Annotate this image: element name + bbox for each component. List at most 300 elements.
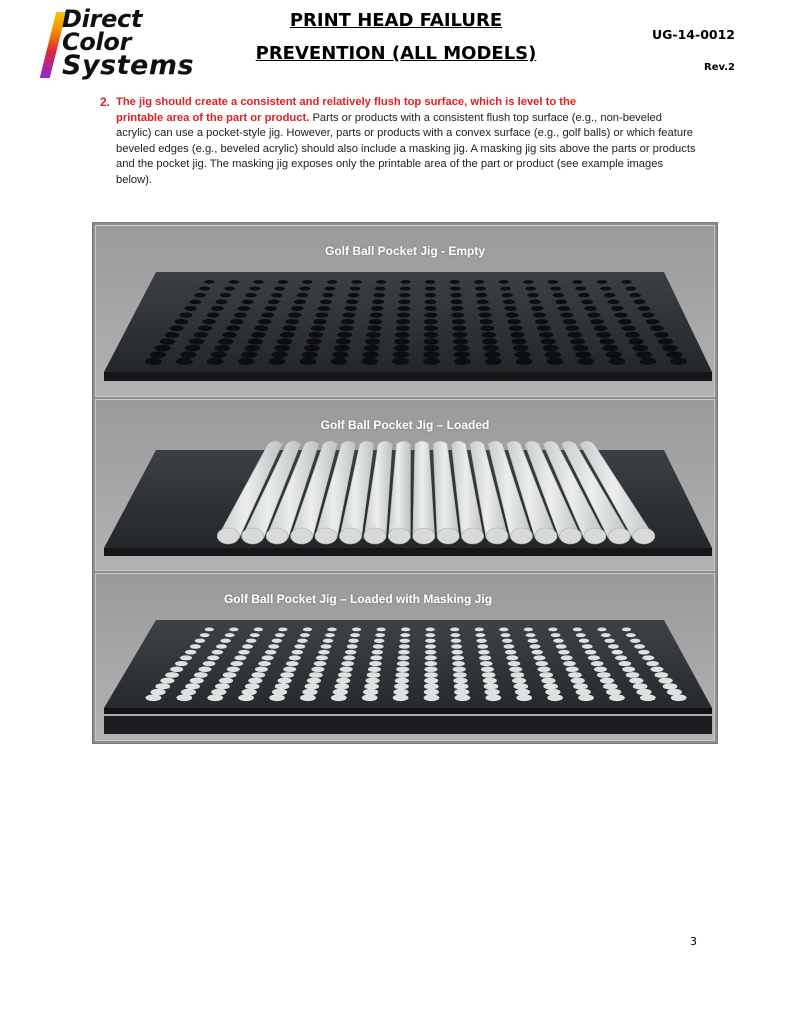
exposed-ball-dot xyxy=(369,661,382,666)
exposed-ball-dot xyxy=(604,639,614,643)
jig-hole xyxy=(424,338,439,344)
exposed-ball-dot xyxy=(588,655,600,660)
exposed-ball-dot xyxy=(352,628,361,632)
jig-hole xyxy=(568,332,583,338)
jig-hole xyxy=(306,338,321,344)
exposed-ball-dot xyxy=(576,689,591,695)
jig-hole xyxy=(570,338,585,344)
exposed-ball-dot xyxy=(636,689,651,695)
exposed-ball-dot xyxy=(503,644,514,648)
exposed-ball-dot xyxy=(195,639,205,643)
logo-wordmark xyxy=(62,5,195,81)
jig-hole xyxy=(654,332,669,338)
exposed-ball-dot xyxy=(484,683,499,689)
exposed-ball-dot xyxy=(475,633,485,637)
exposed-ball-dot xyxy=(638,650,649,655)
exposed-ball-dot xyxy=(481,667,494,672)
exposed-ball-dot xyxy=(250,633,260,637)
jig-hole xyxy=(611,306,623,311)
exposed-ball-dot xyxy=(280,672,294,678)
jig-hole xyxy=(575,287,586,291)
exposed-ball-dot xyxy=(327,628,336,632)
exposed-ball-dot xyxy=(343,655,355,660)
exposed-ball-dot xyxy=(424,672,438,678)
jig-hole xyxy=(658,338,673,344)
exposed-ball-dot xyxy=(548,628,557,632)
company-logo xyxy=(46,5,216,81)
exposed-ball-dot xyxy=(348,639,358,643)
exposed-ball-dot xyxy=(480,661,493,666)
exposed-ball-dot xyxy=(633,683,648,689)
exposed-ball-dot xyxy=(603,683,618,689)
pocket-jig-lower-plate xyxy=(104,716,712,734)
exposed-ball-dot xyxy=(227,667,240,672)
jig-hole xyxy=(367,325,381,331)
jig-hole xyxy=(516,358,533,365)
jig-hole xyxy=(638,306,650,311)
exposed-ball-dot xyxy=(283,667,296,672)
jig-hole xyxy=(322,293,333,297)
jig-hole xyxy=(274,345,290,352)
exposed-ball-dot xyxy=(558,650,569,655)
jig-hole xyxy=(474,280,484,284)
jig-hole xyxy=(558,306,570,311)
exposed-ball-dot xyxy=(579,639,589,643)
exposed-ball-dot xyxy=(252,672,266,678)
exposed-ball-dot xyxy=(654,672,668,678)
exposed-ball-dot xyxy=(275,633,285,637)
jig-hole xyxy=(424,325,438,331)
jig-hole xyxy=(423,351,439,358)
exposed-ball-dot xyxy=(262,655,274,660)
exposed-ball-dot xyxy=(499,628,508,632)
jig-hole xyxy=(548,280,558,284)
exposed-ball-dot xyxy=(512,678,526,684)
jig-hole xyxy=(304,345,320,352)
exposed-ball-dot xyxy=(345,650,356,655)
jig-hole xyxy=(332,351,348,358)
exposed-ball-dot xyxy=(594,667,607,672)
jig-hole xyxy=(450,287,461,291)
jig-hole xyxy=(507,319,521,324)
jig-hole xyxy=(560,312,573,317)
jig-hole xyxy=(215,345,231,352)
jig-hole xyxy=(238,306,250,311)
exposed-ball-dot xyxy=(231,661,244,666)
panel-caption-empty: Golf Ball Pocket Jig - Empty xyxy=(324,244,486,258)
golf-ball-front xyxy=(511,528,533,544)
section-heading-line2: printable area of the part or product. xyxy=(116,111,310,124)
exposed-ball-dot xyxy=(626,672,640,678)
jig-hole xyxy=(625,332,640,338)
jig-hole xyxy=(537,325,551,331)
jig-hole xyxy=(194,332,209,338)
exposed-ball-dot xyxy=(242,689,257,695)
exposed-ball-dot xyxy=(398,655,410,660)
section-heading-line1: The jig should create a consistent and relatively flush top surface, which is level to the xyxy=(116,96,577,108)
jig-hole xyxy=(527,293,538,297)
jig-hole xyxy=(607,300,619,305)
exposed-ball-dot xyxy=(370,655,382,660)
exposed-ball-dot xyxy=(453,678,467,684)
jig-hole xyxy=(476,293,487,297)
exposed-ball-dot xyxy=(551,633,561,637)
exposed-ball-dot xyxy=(511,672,525,678)
exposed-ball-dot xyxy=(212,650,223,655)
jig-hole xyxy=(230,319,244,324)
jig-hole xyxy=(634,300,646,305)
exposed-ball-dot xyxy=(272,639,282,643)
golf-ball-front xyxy=(462,528,484,544)
exposed-ball-dot xyxy=(425,644,436,648)
jig-hole xyxy=(596,332,611,338)
exposed-ball-dot xyxy=(399,644,410,648)
jig-hole xyxy=(423,345,439,352)
jig-hole xyxy=(363,351,379,358)
exposed-ball-dot xyxy=(526,633,536,637)
exposed-ball-dot xyxy=(246,639,256,643)
exposed-ball-dot xyxy=(194,672,208,678)
exposed-ball-dot xyxy=(659,678,673,684)
exposed-ball-dot xyxy=(307,678,321,684)
exposed-ball-dot xyxy=(333,689,348,695)
exposed-ball-dot xyxy=(367,672,381,678)
exposed-ball-dot xyxy=(667,689,682,695)
jig-hole xyxy=(581,300,593,305)
exposed-ball-dot xyxy=(272,689,287,695)
document-title-line1: PRINT HEAD FAILURE xyxy=(289,10,503,31)
exposed-ball-dot xyxy=(556,644,567,648)
jig-hole xyxy=(248,338,263,344)
jig-hole xyxy=(194,293,205,297)
jig-front-edge xyxy=(104,548,712,556)
exposed-ball-dot xyxy=(372,650,383,655)
jig-hole xyxy=(424,319,438,324)
jig-hole xyxy=(625,287,636,291)
jig-hole xyxy=(639,358,656,365)
exposed-ball-dot xyxy=(394,683,409,689)
jig-hole xyxy=(246,293,257,297)
jig-hole xyxy=(211,351,227,358)
exposed-ball-dot xyxy=(452,661,465,666)
jig-hole xyxy=(533,312,546,317)
jig-hole xyxy=(578,293,589,297)
exposed-ball-dot xyxy=(398,650,409,655)
jig-hole xyxy=(302,280,312,284)
exposed-ball-dot xyxy=(238,694,254,701)
jig-hole xyxy=(480,325,494,331)
golf-ball-front xyxy=(535,528,557,544)
golf-ball-front xyxy=(584,528,606,544)
jig-hole xyxy=(475,287,486,291)
jig-hole xyxy=(330,358,347,365)
jig-hole xyxy=(271,351,287,358)
exposed-ball-dot xyxy=(539,672,553,678)
exposed-ball-dot xyxy=(547,694,563,701)
exposed-ball-dot xyxy=(455,694,471,701)
jig-hole xyxy=(481,332,496,338)
exposed-ball-dot xyxy=(211,689,226,695)
jig-hole xyxy=(541,338,556,344)
exposed-ball-dot xyxy=(505,650,516,655)
exposed-ball-dot xyxy=(395,672,409,678)
exposed-ball-dot xyxy=(170,667,183,672)
jig-hole xyxy=(251,332,266,338)
exposed-ball-dot xyxy=(373,644,384,648)
exposed-ball-dot xyxy=(601,633,611,637)
jig-hole xyxy=(450,280,460,284)
exposed-ball-dot xyxy=(424,694,440,701)
jig-hole xyxy=(309,332,324,338)
jig-hole xyxy=(207,312,220,317)
exposed-ball-dot xyxy=(341,661,354,666)
exposed-ball-dot xyxy=(190,644,201,648)
jig-hole xyxy=(565,325,579,331)
jig-hole xyxy=(160,338,175,344)
jig-hole xyxy=(602,345,618,352)
jig-hole xyxy=(513,345,529,352)
jig-hole xyxy=(222,332,237,338)
exposed-ball-dot xyxy=(606,689,621,695)
exposed-ball-dot xyxy=(365,678,379,684)
exposed-ball-dot xyxy=(362,694,378,701)
exposed-ball-dot xyxy=(396,667,409,672)
jig-hole xyxy=(315,312,328,317)
jig-hole xyxy=(550,287,561,291)
jig-hole xyxy=(535,319,549,324)
exposed-ball-dot xyxy=(338,672,352,678)
jig-hole xyxy=(189,338,204,344)
jig-hole xyxy=(597,280,607,284)
exposed-ball-dot xyxy=(395,678,409,684)
jig-hole xyxy=(374,293,385,297)
exposed-ball-dot xyxy=(292,650,303,655)
exposed-ball-dot xyxy=(553,639,563,643)
jig-hole xyxy=(425,300,437,305)
exposed-ball-dot xyxy=(597,672,611,678)
jig-hole xyxy=(512,338,527,344)
jig-hole xyxy=(372,300,384,305)
jig-hole xyxy=(211,306,223,311)
golf-ball-front xyxy=(388,528,410,544)
jig-hole xyxy=(398,306,410,311)
jig-hole xyxy=(249,287,260,291)
jig-hole xyxy=(424,312,437,317)
jig-hole xyxy=(510,332,525,338)
jig-hole xyxy=(452,325,466,331)
exposed-ball-dot xyxy=(200,633,210,637)
golf-ball-front xyxy=(608,528,630,544)
exposed-ball-dot xyxy=(425,661,438,666)
jig-hole xyxy=(283,325,297,331)
jig-hole xyxy=(400,287,411,291)
exposed-ball-dot xyxy=(165,672,179,678)
jig-hole xyxy=(395,332,410,338)
exposed-ball-dot xyxy=(203,661,216,666)
exposed-ball-dot xyxy=(452,655,464,660)
jig-hole xyxy=(529,300,541,305)
exposed-ball-dot xyxy=(563,661,576,666)
jig-hole xyxy=(189,300,201,305)
jig-hole xyxy=(269,358,286,365)
jig-hole xyxy=(371,306,383,311)
exposed-ball-dot xyxy=(483,678,497,684)
golf-ball-front xyxy=(364,528,386,544)
golf-ball-front xyxy=(217,528,239,544)
exposed-ball-dot xyxy=(155,683,170,689)
exposed-ball-dot xyxy=(524,628,533,632)
exposed-ball-dot xyxy=(528,639,538,643)
exposed-ball-dot xyxy=(640,694,656,701)
exposed-ball-dot xyxy=(238,650,249,655)
jig-hole xyxy=(425,287,436,291)
exposed-ball-dot xyxy=(269,694,285,701)
exposed-ball-dot xyxy=(245,683,260,689)
jig-hole xyxy=(609,358,626,365)
jig-hole xyxy=(482,338,497,344)
exposed-ball-dot xyxy=(561,655,573,660)
jig-hole xyxy=(555,300,567,305)
jig-hole xyxy=(450,293,461,297)
exposed-ball-dot xyxy=(425,633,435,637)
exposed-ball-dot xyxy=(350,633,360,637)
exposed-ball-dot xyxy=(509,667,522,672)
panel-caption-masked: Golf Ball Pocket Jig – Loaded with Masking Jig xyxy=(223,592,493,606)
exposed-ball-dot xyxy=(278,678,292,684)
jig-hole xyxy=(503,300,515,305)
exposed-ball-dot xyxy=(248,678,262,684)
jig-hole xyxy=(294,300,306,305)
exposed-ball-dot xyxy=(400,633,410,637)
jig-hole xyxy=(547,358,564,365)
jig-hole xyxy=(185,345,201,352)
exposed-ball-dot xyxy=(424,683,439,689)
jig-hole xyxy=(207,358,224,365)
jig-hole xyxy=(479,312,492,317)
document-id: UG-14-0012 xyxy=(652,27,735,42)
logo-line-direct: Direct xyxy=(62,5,143,33)
exposed-ball-dot xyxy=(591,661,604,666)
exposed-ball-dot xyxy=(425,650,436,655)
exposed-ball-dot xyxy=(476,639,486,643)
logo-line-color: Color xyxy=(62,28,132,56)
exposed-ball-dot xyxy=(175,661,188,666)
jig-hole xyxy=(313,319,327,324)
jig-hole xyxy=(370,312,383,317)
jig-hole xyxy=(572,280,582,284)
jig-hole xyxy=(453,345,469,352)
exposed-ball-dot xyxy=(275,683,290,689)
jig-hole xyxy=(350,287,361,291)
jig-hole xyxy=(366,332,381,338)
exposed-ball-dot xyxy=(334,683,349,689)
jig-hole xyxy=(575,351,591,358)
exposed-ball-dot xyxy=(576,633,586,637)
jig-hole xyxy=(525,287,536,291)
exposed-ball-dot xyxy=(325,633,335,637)
golf-ball-front xyxy=(413,528,435,544)
jig-hole xyxy=(346,300,358,305)
exposed-ball-dot xyxy=(207,655,219,660)
jig-hole xyxy=(394,338,409,344)
jig-hole xyxy=(351,280,361,284)
jig-hole xyxy=(216,300,228,305)
jig-hole xyxy=(376,280,386,284)
jig-hole xyxy=(646,319,660,324)
jig-hole xyxy=(392,358,409,365)
exposed-ball-dot xyxy=(318,650,329,655)
exposed-ball-dot xyxy=(185,650,196,655)
exposed-ball-dot xyxy=(663,683,678,689)
jig-hole xyxy=(632,345,648,352)
jig-hole xyxy=(297,293,308,297)
jig-hole xyxy=(361,358,378,365)
exposed-ball-dot xyxy=(630,639,640,643)
section-paragraph xyxy=(100,95,698,188)
exposed-ball-dot xyxy=(454,689,469,695)
jig-hole xyxy=(302,351,318,358)
jig-hole xyxy=(480,319,494,324)
exposed-ball-dot xyxy=(425,655,437,660)
jig-hole xyxy=(452,319,466,324)
jig-hole xyxy=(320,300,332,305)
jig-hole xyxy=(500,287,511,291)
golf-ball-front xyxy=(266,528,288,544)
exposed-ball-dot xyxy=(451,639,461,643)
jig-hole xyxy=(285,319,299,324)
jig-hole xyxy=(238,358,255,365)
jig-hole xyxy=(523,280,533,284)
jig-hole xyxy=(650,325,664,331)
jig-hole xyxy=(155,345,171,352)
exposed-ball-dot xyxy=(400,639,410,643)
jig-hole xyxy=(662,345,678,352)
exposed-ball-dot xyxy=(254,628,263,632)
exposed-ball-dot xyxy=(543,683,558,689)
exposed-ball-dot xyxy=(477,644,488,648)
jig-hole xyxy=(184,306,196,311)
jig-hole xyxy=(499,280,509,284)
jig-hole xyxy=(425,293,436,297)
jig-hole xyxy=(451,306,463,311)
jig-hole xyxy=(622,325,636,331)
exposed-ball-dot xyxy=(532,650,543,655)
jig-hole xyxy=(636,351,652,358)
exposed-ball-dot xyxy=(535,661,548,666)
exposed-ball-dot xyxy=(309,672,323,678)
jig-hole xyxy=(180,312,193,317)
jig-hole xyxy=(599,338,614,344)
jig-hole xyxy=(291,306,303,311)
jig-hole xyxy=(234,312,247,317)
jig-hole xyxy=(318,306,330,311)
exposed-ball-dot xyxy=(297,639,307,643)
jig-hole xyxy=(400,280,410,284)
masking-jig-front-edge xyxy=(104,708,712,714)
jig-hole xyxy=(666,351,682,358)
exposed-ball-dot xyxy=(294,644,305,648)
jig-hole xyxy=(311,325,325,331)
jig-hole xyxy=(334,345,350,352)
jig-hole xyxy=(578,358,595,365)
jig-hole xyxy=(220,293,231,297)
panel-empty-jig xyxy=(95,225,715,397)
exposed-ball-dot xyxy=(219,678,233,684)
jig-hole xyxy=(369,319,383,324)
jig-hole xyxy=(454,358,471,365)
jig-hole xyxy=(199,287,210,291)
exposed-ball-dot xyxy=(303,628,312,632)
